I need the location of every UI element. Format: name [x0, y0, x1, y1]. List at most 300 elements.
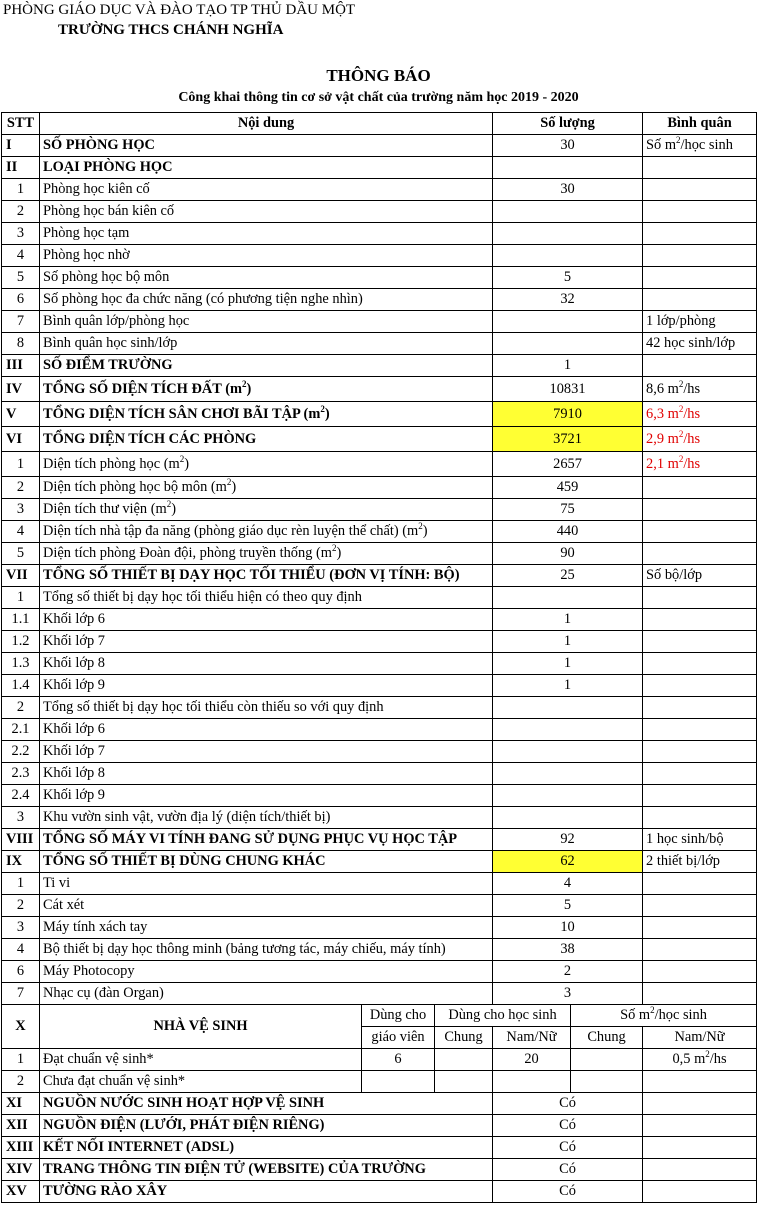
school-name: TRƯỜNG THCS CHÁNH NGHĨA	[58, 22, 284, 38]
row-average	[643, 829, 757, 851]
row-average	[643, 452, 757, 477]
row-stt: 2	[2, 201, 40, 223]
table-row	[2, 1137, 757, 1159]
row-content	[40, 873, 493, 895]
row-content-sup: 2	[241, 378, 247, 389]
row-average	[643, 289, 757, 311]
row-content-sup: 2	[179, 453, 185, 464]
row-quantity: 1	[493, 355, 643, 377]
table-row	[2, 785, 757, 807]
row-content	[40, 333, 493, 355]
row-average	[643, 587, 757, 609]
row-average	[643, 675, 757, 697]
row-content	[40, 829, 493, 851]
row-stt: 1	[2, 1049, 40, 1071]
row-quantity: 2	[493, 961, 643, 983]
row-content	[40, 785, 493, 807]
row-average-text: 2,9 m	[646, 430, 679, 447]
row-content	[40, 377, 493, 402]
row-content-text: Bộ thiết bị dạy học thông minh (bảng tương tác, máy chiếu, máy tính)	[43, 941, 446, 957]
row-average	[643, 521, 757, 543]
toilet-area-head	[571, 1005, 757, 1027]
row-average	[643, 377, 757, 402]
row-average	[643, 961, 757, 983]
row-content: TƯỜNG RÀO XÂY	[40, 1181, 493, 1203]
row-stt: XI	[2, 1093, 40, 1115]
table-row	[2, 499, 757, 521]
row-stt: 2.3	[2, 763, 40, 785]
table-header-row	[2, 113, 757, 135]
toilet-row	[2, 1071, 757, 1093]
table-row	[2, 135, 757, 157]
row-average	[643, 1137, 757, 1159]
row-content	[40, 311, 493, 333]
toilet-mf: 20	[493, 1049, 571, 1071]
row-quantity: 32	[493, 289, 643, 311]
row-quantity	[493, 223, 643, 245]
row-stt: 4	[2, 521, 40, 543]
row-content	[40, 719, 493, 741]
toilet-area-mf-sup: 2	[705, 1049, 710, 1060]
row-average	[643, 267, 757, 289]
table-row	[2, 311, 757, 333]
row-content	[40, 983, 493, 1005]
row-quantity: 459	[493, 477, 643, 499]
toilet-student-head: Dùng cho học sinh	[435, 1005, 571, 1027]
row-content	[40, 289, 493, 311]
row-average	[643, 785, 757, 807]
document-title: THÔNG BÁO	[326, 66, 431, 85]
row-content	[40, 223, 493, 245]
row-content-text: Khu vườn sinh vật, vườn địa lý (diện tích/thiết bị)	[43, 809, 331, 825]
row-average-sup: 2	[676, 135, 681, 146]
row-quantity	[493, 333, 643, 355]
row-average-sup: 2	[678, 453, 684, 464]
toilet-teacher: 6	[362, 1049, 435, 1071]
row-content-text: Tổng số thiết bị dạy học tối thiểu hiện có theo quy định	[43, 589, 362, 605]
row-content	[40, 939, 493, 961]
row-average	[643, 697, 757, 719]
table-row	[2, 333, 757, 355]
row-average	[643, 565, 757, 587]
header-average: Bình quân	[643, 113, 757, 135]
toilet-mf	[493, 1071, 571, 1093]
row-average	[643, 355, 757, 377]
row-quantity: Có	[493, 1093, 643, 1115]
row-average	[643, 917, 757, 939]
row-stt: 3	[2, 917, 40, 939]
row-quantity: 4	[493, 873, 643, 895]
row-content	[40, 499, 493, 521]
row-stt: IV	[2, 377, 40, 402]
table-row	[2, 179, 757, 201]
row-content-text: TỔNG SỐ THIẾT BỊ DÙNG CHUNG KHÁC	[43, 853, 326, 869]
row-average	[643, 719, 757, 741]
row-average-tail: /hs	[683, 430, 701, 447]
row-content	[40, 631, 493, 653]
row-average	[643, 311, 757, 333]
row-average	[643, 609, 757, 631]
row-quantity: 1	[493, 631, 643, 653]
table-row	[2, 355, 757, 377]
row-stt: VI	[2, 427, 40, 452]
row-content	[40, 565, 493, 587]
row-average-text: Số bộ/lớp	[646, 567, 703, 583]
row-content	[40, 741, 493, 763]
row-content-text: Cát xét	[43, 897, 85, 913]
row-quantity: Có	[493, 1137, 643, 1159]
row-content: NGUỒN ĐIỆN (LƯỚI, PHÁT ĐIỆN RIÊNG)	[40, 1115, 493, 1137]
row-average-sup: 2	[678, 378, 684, 389]
row-quantity: 75	[493, 499, 643, 521]
table-row	[2, 961, 757, 983]
row-content-tail: )	[231, 479, 237, 495]
row-content-text: Khối lớp 9	[43, 787, 105, 803]
row-average-text: 2,1 m	[646, 455, 679, 472]
toilet-area-mf	[643, 1049, 757, 1071]
row-content	[40, 697, 493, 719]
row-content	[40, 477, 493, 499]
toilet-area-head-text: Số m	[620, 1007, 651, 1023]
row-stt: XV	[2, 1181, 40, 1203]
row-quantity: 5	[493, 267, 643, 289]
table-row	[2, 157, 757, 179]
row-average	[643, 939, 757, 961]
row-content-text: Số phòng học bộ môn	[43, 269, 170, 285]
row-content	[40, 895, 493, 917]
row-content-sup: 2	[166, 499, 172, 510]
row-average-text: 42 học sinh/lớp	[646, 335, 736, 351]
row-quantity	[493, 201, 643, 223]
table-row	[2, 477, 757, 499]
row-average-text: Số m	[646, 137, 677, 153]
row-average-tail: /học sinh	[680, 137, 733, 153]
row-quantity	[493, 807, 643, 829]
row-content	[40, 355, 493, 377]
table-row	[2, 895, 757, 917]
row-content	[40, 675, 493, 697]
toilet-common	[435, 1071, 493, 1093]
toilet-area-head-sup: 2	[650, 1005, 655, 1016]
row-content-text: Máy tính xách tay	[43, 919, 148, 935]
table-row	[2, 267, 757, 289]
toilet-stt: X	[2, 1005, 40, 1049]
table-row	[2, 675, 757, 697]
table-row	[2, 631, 757, 653]
table-row	[2, 653, 757, 675]
row-quantity	[493, 719, 643, 741]
row-content-text: TỔNG SỐ MÁY VI TÍNH ĐANG SỬ DỤNG PHỤC VỤ HỌC TẬP	[43, 831, 458, 847]
table-row	[2, 402, 757, 427]
facilities-table	[1, 112, 757, 1203]
row-content	[40, 587, 493, 609]
row-content-text: Khối lớp 8	[43, 655, 105, 671]
row-stt: 1	[2, 873, 40, 895]
table-row	[2, 1159, 757, 1181]
table-row	[2, 427, 757, 452]
row-average-text: 8,6 m	[646, 380, 679, 397]
toilet-area-head-tail: /học sinh	[654, 1007, 707, 1023]
row-content-text: Máy Photocopy	[43, 963, 135, 979]
row-content-text: LOẠI PHÒNG HỌC	[43, 159, 173, 175]
row-content-sup: 2	[226, 477, 232, 488]
table-row	[2, 807, 757, 829]
table-row	[2, 521, 757, 543]
row-content: KẾT NỐI INTERNET (ADSL)	[40, 1137, 493, 1159]
toilet-student-mf: Nam/Nữ	[493, 1027, 571, 1049]
row-content	[40, 452, 493, 477]
row-stt: 6	[2, 961, 40, 983]
row-quantity	[493, 587, 643, 609]
toilet-title: NHÀ VỆ SINH	[40, 1005, 362, 1049]
row-content: Đạt chuẩn vệ sinh*	[40, 1049, 362, 1071]
row-average-sup: 2	[678, 403, 684, 414]
toilet-area-common	[571, 1049, 643, 1071]
row-content	[40, 179, 493, 201]
header-content: Nội dung	[40, 113, 493, 135]
row-content-text: Số phòng học đa chức năng (có phương tiện nghe nhìn)	[43, 291, 363, 307]
row-quantity: 1	[493, 609, 643, 631]
toilet-teacher-head-2: giáo viên	[362, 1027, 435, 1049]
row-content-text: TỔNG DIỆN TÍCH SÂN CHƠI BÃI TẬP (m	[43, 405, 321, 422]
row-content-text: Khối lớp 7	[43, 743, 105, 759]
table-row	[2, 763, 757, 785]
row-stt: VIII	[2, 829, 40, 851]
row-stt: 2.4	[2, 785, 40, 807]
row-average-sup: 2	[678, 428, 684, 439]
row-content-text: Nhạc cụ (đàn Organ)	[43, 985, 164, 1001]
row-content	[40, 521, 493, 543]
row-quantity: 3721	[493, 427, 643, 452]
row-average	[643, 983, 757, 1005]
row-average	[643, 179, 757, 201]
row-average	[643, 135, 757, 157]
row-stt: 7	[2, 983, 40, 1005]
row-average-text: 6,3 m	[646, 405, 679, 422]
toilet-teacher	[362, 1071, 435, 1093]
row-quantity: 92	[493, 829, 643, 851]
row-content-text: Diện tích phòng học (m	[43, 455, 180, 472]
row-stt: 2	[2, 1071, 40, 1093]
header-quantity: Số lượng	[493, 113, 643, 135]
table-row	[2, 565, 757, 587]
row-stt: 7	[2, 311, 40, 333]
row-content-text: TỔNG SỐ DIỆN TÍCH ĐẤT (m	[43, 380, 242, 397]
row-content	[40, 267, 493, 289]
row-stt: 3	[2, 499, 40, 521]
row-quantity: 10	[493, 917, 643, 939]
row-content-text: Khối lớp 8	[43, 765, 105, 781]
toilet-student-common: Chung	[435, 1027, 493, 1049]
row-quantity: 440	[493, 521, 643, 543]
row-quantity: 38	[493, 939, 643, 961]
row-average	[643, 1181, 757, 1203]
row-stt: III	[2, 355, 40, 377]
row-stt: XIV	[2, 1159, 40, 1181]
table-row	[2, 1115, 757, 1137]
row-average	[643, 543, 757, 565]
row-stt: 2	[2, 895, 40, 917]
row-content-text: Bình quân lớp/phòng học	[43, 313, 190, 329]
table-row	[2, 939, 757, 961]
table-row	[2, 983, 757, 1005]
row-quantity: Có	[493, 1115, 643, 1137]
row-quantity	[493, 245, 643, 267]
row-content-text: Khối lớp 7	[43, 633, 105, 649]
table-row	[2, 1093, 757, 1115]
row-content-sup: 2	[418, 521, 423, 532]
row-stt: IX	[2, 851, 40, 873]
row-quantity	[493, 697, 643, 719]
row-content-text: Khối lớp 9	[43, 677, 105, 693]
row-stt: 3	[2, 223, 40, 245]
row-content	[40, 917, 493, 939]
row-content-text: Diện tích phòng học bộ môn (m	[43, 479, 227, 495]
row-stt: 1.2	[2, 631, 40, 653]
row-content	[40, 961, 493, 983]
row-content	[40, 763, 493, 785]
row-content	[40, 851, 493, 873]
row-quantity: Có	[493, 1181, 643, 1203]
row-content-tail: )	[171, 501, 176, 517]
row-stt: I	[2, 135, 40, 157]
row-average	[643, 223, 757, 245]
row-average	[643, 895, 757, 917]
table-row	[2, 223, 757, 245]
row-quantity: 2657	[493, 452, 643, 477]
row-stt: 1	[2, 179, 40, 201]
toilet-row	[2, 1049, 757, 1071]
row-stt: 8	[2, 333, 40, 355]
row-stt: 5	[2, 267, 40, 289]
row-quantity: 5	[493, 895, 643, 917]
row-average-tail: /hs	[683, 405, 701, 422]
row-stt: XIII	[2, 1137, 40, 1159]
row-average	[643, 873, 757, 895]
row-average	[643, 402, 757, 427]
row-average-tail: /hs	[683, 380, 701, 397]
row-stt: 1.4	[2, 675, 40, 697]
table-row	[2, 873, 757, 895]
row-stt: 1	[2, 452, 40, 477]
row-content-text: Khối lớp 6	[43, 611, 105, 627]
toilet-area-mf-text: 0,5 m	[672, 1051, 706, 1067]
row-content-text: Phòng học bán kiên cố	[43, 203, 175, 219]
row-stt: 2.1	[2, 719, 40, 741]
row-content-text: Khối lớp 6	[43, 721, 105, 737]
row-stt: 2	[2, 477, 40, 499]
toilet-area-mf-tail: /hs	[709, 1051, 727, 1067]
row-stt: 4	[2, 245, 40, 267]
row-content: NGUỒN NƯỚC SINH HOẠT HỢP VỆ SINH	[40, 1093, 493, 1115]
row-average	[643, 631, 757, 653]
table-row	[2, 609, 757, 631]
row-quantity: 1	[493, 675, 643, 697]
row-average-text: 1 học sinh/bộ	[646, 831, 724, 847]
row-average	[643, 477, 757, 499]
row-stt: 4	[2, 939, 40, 961]
row-quantity: 1	[493, 653, 643, 675]
table-row	[2, 543, 757, 565]
row-stt: 3	[2, 807, 40, 829]
row-content	[40, 609, 493, 631]
table-row	[2, 201, 757, 223]
table-row	[2, 697, 757, 719]
table-row	[2, 377, 757, 402]
row-quantity: Có	[493, 1159, 643, 1181]
table-row	[2, 719, 757, 741]
row-content-text: Diện tích phòng Đoàn đội, phòng truyền thống (m	[43, 545, 332, 561]
row-stt: VII	[2, 565, 40, 587]
row-content-text: TỔNG DIỆN TÍCH CÁC PHÒNG	[43, 430, 257, 447]
toilet-common	[435, 1049, 493, 1071]
row-content	[40, 245, 493, 267]
row-content-text: Tổng số thiết bị dạy học tối thiểu còn thiếu so với quy định	[43, 699, 384, 715]
row-content-text: Diện tích nhà tập đa năng (phòng giáo dục rèn luyện thể chất) (m	[43, 523, 419, 539]
row-content: TRANG THÔNG TIN ĐIỆN TỬ (WEBSITE) CỦA TRƯỜNG	[40, 1159, 493, 1181]
table-row	[2, 851, 757, 873]
row-average	[643, 245, 757, 267]
row-average-text: 1 lớp/phòng	[646, 313, 716, 329]
row-average	[643, 157, 757, 179]
document-subtitle: Công khai thông tin cơ sở vật chất của trường năm học 2019 - 2020	[178, 90, 579, 105]
row-average	[643, 851, 757, 873]
row-stt: V	[2, 402, 40, 427]
row-average	[643, 1159, 757, 1181]
header-stt: STT	[2, 113, 40, 135]
row-content-text: Phòng học tạm	[43, 225, 130, 241]
row-quantity	[493, 763, 643, 785]
row-content-text: SỐ PHÒNG HỌC	[43, 137, 155, 153]
row-content-sup: 2	[320, 403, 325, 414]
row-content-tail: )	[184, 455, 189, 472]
row-quantity: 30	[493, 179, 643, 201]
row-stt: 1.1	[2, 609, 40, 631]
row-stt: II	[2, 157, 40, 179]
row-quantity: 7910	[493, 402, 643, 427]
row-average	[643, 741, 757, 763]
row-content-tail: )	[324, 405, 330, 422]
row-content	[40, 807, 493, 829]
row-stt: XII	[2, 1115, 40, 1137]
row-quantity: 62	[493, 851, 643, 873]
table-row	[2, 289, 757, 311]
row-content-tail: )	[336, 545, 342, 561]
row-quantity: 25	[493, 565, 643, 587]
row-average	[643, 807, 757, 829]
row-quantity	[493, 741, 643, 763]
row-quantity: 3	[493, 983, 643, 1005]
row-content: Chưa đạt chuẩn vệ sinh*	[40, 1071, 362, 1093]
row-average	[643, 499, 757, 521]
table-row	[2, 1181, 757, 1203]
row-average	[643, 201, 757, 223]
row-average	[643, 763, 757, 785]
table-row	[2, 452, 757, 477]
row-average-tail: /hs	[683, 455, 701, 472]
row-content	[40, 135, 493, 157]
row-content	[40, 653, 493, 675]
row-stt: 5	[2, 543, 40, 565]
table-row	[2, 245, 757, 267]
row-quantity: 30	[493, 135, 643, 157]
row-average	[643, 1093, 757, 1115]
row-content-text: Diện tích thư viện (m	[43, 501, 167, 517]
row-average-text: 2 thiết bị/lớp	[646, 853, 720, 869]
table-row	[2, 741, 757, 763]
row-content-text: SỐ ĐIỂM TRƯỜNG	[43, 357, 173, 373]
row-average	[643, 1115, 757, 1137]
